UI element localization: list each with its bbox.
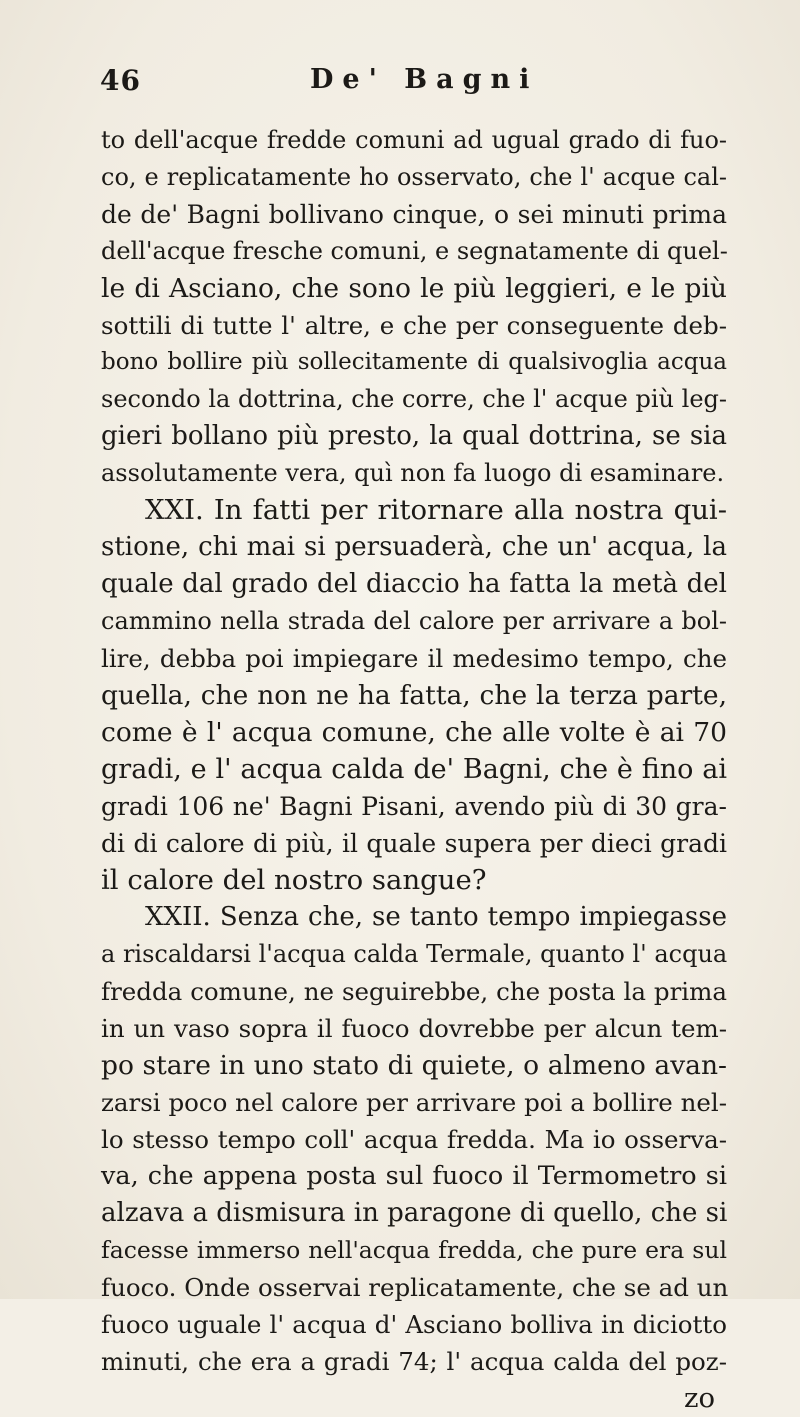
text-line: come è l' acqua comune, che alle volte è ai 70 [101, 717, 727, 748]
body-text [101, 122, 727, 1417]
text-line: lire, debba poi impiegare il medesimo tempo, che [101, 644, 727, 673]
text-line: quale dal grado del diaccio ha fatta la metà del [101, 569, 727, 599]
text-line: in un vaso sopra il fuoco dovrebbe per alcun tem- [101, 1014, 727, 1043]
text-line: bono bollire più sollecitamente di qualsivoglia acqua [101, 349, 727, 375]
page-header [100, 64, 720, 106]
text-line: alzava a dismisura in paragone di quello, che si [101, 1198, 728, 1228]
text-line: minuti, che era a gradi 74; l' acqua calda del poz- [101, 1347, 727, 1376]
text-line: gradi, e l' acqua calda de' Bagni, che è fino ai [101, 754, 727, 785]
text-line: facesse immerso nell'acqua fredda, che pure era sul [101, 1236, 727, 1264]
text-line: di di calore di più, il quale supera per dieci gradi [101, 829, 727, 858]
text-line: fredda comune, ne seguirebbe, che posta la prima [101, 977, 727, 1006]
text-line: il calore del nostro sangue? [101, 864, 487, 896]
text-line: gradi 106 ne' Bagni Pisani, avendo più di 30 gra- [101, 792, 727, 821]
text-line: secondo la dottrina, che corre, che l' acque più leg- [101, 385, 727, 413]
text-line: assolutamente vera, quì non fa luogo di esaminare. [101, 459, 725, 487]
text-line: dell'acque fresche comuni, e segnatamente di quel- [101, 237, 728, 265]
text-line: co, e replicatamente ho osservato, che l' acque cal- [101, 163, 727, 191]
catchword: zo [683, 1382, 715, 1414]
text-line: to dell'acque fredde comuni ad ugual grado di fuo- [101, 126, 727, 154]
page-number: 46 [100, 64, 141, 97]
text-line: gieri bollano più presto, la qual dottrina, se sia [101, 421, 727, 451]
text-line: quella, che non ne ha fatta, che la terza parte, [101, 680, 727, 711]
text-line: de de' Bagni bollivano cinque, o sei minuti prima [101, 200, 727, 229]
text-line: fuoco uguale l' acqua d' Asciano bolliva in diciotto [101, 1310, 727, 1339]
text-line: stione, chi mai si persuaderà, che un' acqua, la [101, 532, 727, 562]
text-line: le di Asciano, che sono le più leggieri, e le più [101, 273, 727, 304]
text-line: sottili di tutte l' altre, e che per conseguente deb- [101, 311, 727, 340]
text-line: cammino nella strada del calore per arrivare a bol- [101, 607, 727, 635]
text-line: po stare in uno stato di quiete, o almeno avan- [101, 1050, 727, 1081]
running-head: De' Bagni [310, 64, 539, 95]
text-line: lo stesso tempo coll' acqua fredda. Ma io osserva- [101, 1125, 727, 1154]
section-heading-line: XXII. Senza che, se tanto tempo impiegasse [145, 902, 727, 932]
text-line: a riscaldarsi l'acqua calda Termale, quanto l' acqua [101, 940, 728, 968]
text-line: fuoco. Onde osservai replicatamente, che se ad un [101, 1273, 729, 1302]
text-line: zarsi poco nel calore per arrivare poi a bollire nel- [101, 1088, 727, 1117]
text-line: va, che appena posta sul fuoco il Termometro si [101, 1161, 727, 1191]
section-heading-line: XXI. In fatti per ritornare alla nostra qui- [145, 494, 727, 526]
